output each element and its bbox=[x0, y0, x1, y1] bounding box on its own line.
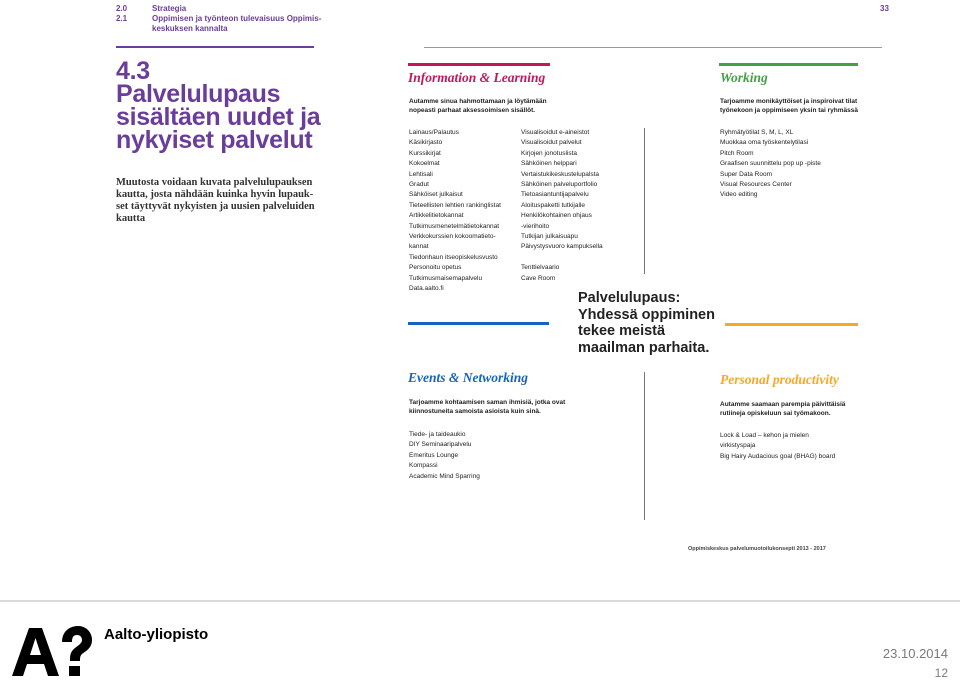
list-item: Kirjojen jonotuslista bbox=[521, 149, 578, 157]
list-item: Kurssikirjat bbox=[409, 149, 441, 157]
section-number: 2.0 bbox=[116, 4, 128, 13]
list-item: Graafisen suunnittelu pop up -piste bbox=[720, 160, 821, 168]
info-list-1 bbox=[409, 128, 501, 295]
list-item: Tiede- ja taideaukio bbox=[409, 431, 466, 438]
list-item: Kompassi bbox=[409, 462, 438, 470]
list-item: Sähköiset julkaisut bbox=[409, 191, 463, 199]
personal-intro bbox=[720, 400, 845, 418]
list-item: Vertaistukikeskustelupalsta bbox=[521, 170, 600, 178]
slide-date: 23.10.2014 bbox=[882, 646, 948, 661]
list-item: Data.aalto.fi bbox=[409, 285, 444, 293]
list-item: Visualisoidut palvelut bbox=[521, 139, 582, 147]
info-list-2 bbox=[521, 128, 603, 284]
events-heading: Events & Networking bbox=[408, 370, 529, 385]
section-title: Strategia bbox=[152, 4, 187, 13]
title-line: Palvelulupaus bbox=[116, 80, 281, 108]
events-intro-line: kiinnostuneita samoista asioista kuin sinä. bbox=[409, 408, 541, 415]
title-line: nykyiset palvelut bbox=[116, 126, 313, 154]
title-divider bbox=[116, 46, 314, 48]
list-item: -vierihoito bbox=[521, 222, 550, 230]
footnote: Oppimiskeskus palvelumuotoilukonsepti 2013 - 2017 bbox=[688, 546, 826, 552]
list-item: Tutkijan julkaisuapu bbox=[521, 233, 578, 241]
list-item: Käsikirjasto bbox=[409, 139, 443, 147]
info-heading: Information & Learning bbox=[408, 70, 546, 85]
events-list bbox=[409, 430, 480, 482]
list-item: Tutkimusmenetelmätietokannat bbox=[409, 222, 500, 230]
list-item: Lainaus/Palautus bbox=[409, 129, 459, 136]
list-item: Big Hairy Audacious goal (BHAG) board bbox=[720, 452, 836, 460]
section-numbers bbox=[116, 4, 127, 24]
document-page-number: 33 bbox=[880, 4, 889, 13]
list-item: Tieteellisten lehtien rankinglistat bbox=[409, 201, 501, 209]
section-title: keskuksen kannalta bbox=[152, 24, 228, 33]
list-item: Henkilökohtainen ohjaus bbox=[521, 212, 592, 220]
info-intro-line: nopeasti parhaat aksessoimisen sisällöt. bbox=[409, 107, 536, 114]
list-item: DIY Seminaaripalvelu bbox=[409, 441, 472, 449]
university-name: Aalto-yliopisto bbox=[104, 626, 209, 643]
lead-line: Muutosta voidaan kuvata palvelulupauksen bbox=[116, 177, 313, 188]
lead-paragraph bbox=[116, 177, 326, 225]
list-item: Tiedonhaun itseopiskelusvusto bbox=[409, 253, 498, 261]
page-title bbox=[116, 57, 346, 154]
events-rule bbox=[408, 322, 549, 325]
working-intro-line: Tarjoamme monikäyttöiset ja inspiroivat tilat bbox=[720, 98, 858, 105]
lead-line: set täyttyvät nykyisten ja uusien palveluiden bbox=[116, 201, 315, 212]
list-item: Sähköinen helppari bbox=[521, 160, 577, 168]
list-item: Lock & Load – kehon ja mielen bbox=[720, 432, 809, 439]
working-intro bbox=[720, 97, 858, 115]
list-item: Muokkaa oma työskentelytilasi bbox=[720, 139, 809, 147]
section-title: Oppimisen ja työnteon tulevaisuus Oppimis- bbox=[152, 14, 322, 23]
lead-line: kautta, josta nähdään kuinka hyvin lupauk- bbox=[116, 189, 314, 200]
list-item: Visual Resources Center bbox=[720, 181, 792, 189]
list-item: Pitch Room bbox=[720, 149, 754, 157]
list-item: Cave Room bbox=[521, 274, 556, 282]
promise-line: Palvelulupaus: bbox=[578, 290, 681, 306]
list-item: Video editing bbox=[720, 191, 758, 199]
list-item: Visualisoidut e-aineistot bbox=[521, 129, 590, 136]
list-item: Personoitu opetus bbox=[409, 264, 462, 272]
list-item: virkistyspaja bbox=[720, 442, 756, 450]
list-item: Tenttielvaario bbox=[521, 264, 560, 272]
footer-divider bbox=[0, 600, 960, 602]
list-item: kannat bbox=[409, 243, 429, 251]
list-item bbox=[521, 253, 603, 263]
list-item: Super Data Room bbox=[720, 170, 773, 178]
title-number: 4.3 bbox=[116, 57, 150, 85]
aalto-logo-icon bbox=[12, 626, 92, 678]
list-item: Academic Mind Sparring bbox=[409, 472, 480, 480]
list-item: Päivystysvuoro kampuksella bbox=[521, 243, 603, 251]
info-rule bbox=[408, 63, 550, 66]
personal-heading: Personal productivity bbox=[720, 372, 839, 387]
promise-line: maailman parhaita. bbox=[578, 339, 710, 356]
working-heading: Working bbox=[720, 70, 768, 85]
list-item: Gradut bbox=[409, 181, 429, 189]
working-rule bbox=[719, 63, 858, 66]
slide-number: 12 bbox=[934, 666, 948, 680]
events-intro-line: Tarjoamme kohtaamisen saman ihmisiä, jotka ovat bbox=[409, 399, 566, 406]
list-item: Lehtisali bbox=[409, 170, 433, 178]
header-divider bbox=[424, 47, 882, 48]
events-intro bbox=[409, 398, 565, 416]
list-item: Artikkelitietokannat bbox=[409, 212, 464, 220]
personal-intro-line: rutiineja opiskeluun sai työmakoon. bbox=[720, 410, 831, 417]
list-item: Tutkimusmaisemapalvelu bbox=[409, 274, 483, 282]
promise-line: Yhdessä oppiminen bbox=[578, 306, 715, 323]
service-promise bbox=[578, 290, 738, 356]
list-item: Verkkokurssien kokoomatieto- bbox=[409, 233, 496, 241]
info-intro bbox=[409, 97, 547, 115]
personal-intro-line: Autamme saamaan parempia päivittäisiä bbox=[720, 401, 846, 408]
list-item: Aloituspaketti tutkijalle bbox=[521, 201, 585, 209]
list-item: Tietoasiantuntijapalvelu bbox=[521, 191, 589, 199]
list-item: Emeritus Lounge bbox=[409, 451, 459, 459]
title-line: sisältäen uudet ja bbox=[116, 103, 321, 131]
list-item: Ryhmätyötilat S, M, L, XL bbox=[720, 129, 794, 136]
info-intro-line: Autamme sinua hahmottamaan ja löytämään bbox=[409, 98, 547, 105]
working-list bbox=[720, 128, 821, 201]
personal-rule bbox=[725, 323, 858, 326]
vertical-divider-top bbox=[644, 128, 645, 274]
list-item: Kokoelmat bbox=[409, 160, 440, 168]
working-intro-line: työnekoon ja oppimiseen yksin tai ryhmässä bbox=[720, 107, 858, 114]
lead-line: kautta bbox=[116, 213, 146, 224]
personal-list bbox=[720, 431, 835, 462]
promise-line: tekee meistä bbox=[578, 323, 666, 339]
section-titles bbox=[152, 4, 332, 34]
section-number: 2.1 bbox=[116, 14, 128, 23]
list-item: Sähköinen palveluportfolio bbox=[521, 181, 598, 189]
vertical-divider-bottom bbox=[644, 372, 645, 520]
